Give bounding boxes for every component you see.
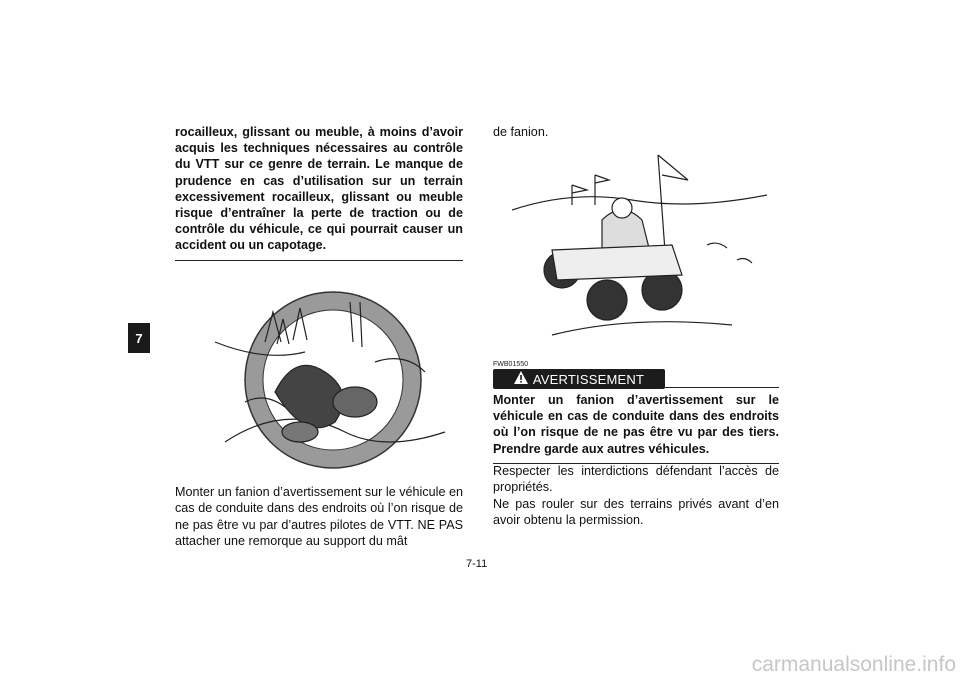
page-number: 7-11 (466, 558, 488, 570)
warning-badge (493, 369, 665, 389)
warning-end-rule (175, 260, 463, 261)
warning-text: Monter un fanion d’avertissement sur le véhicule en cas de conduite dans des endroits où l’on risque de ne pas être vu par des tiers. Prendre garde aux autres véhicules. (493, 393, 779, 456)
warning-header (493, 369, 779, 391)
atv-with-flag-illustration (512, 150, 767, 350)
warning-triangle-icon (514, 371, 528, 387)
continuation-text: de fanion. (493, 125, 549, 139)
warning-code: FWB01550 (493, 361, 529, 368)
left-body (175, 484, 463, 550)
warning-block (493, 392, 779, 464)
warning-header-rule (665, 387, 779, 388)
warning-continuation-text: rocailleux, glissant ou meuble, à moins d’avoir acquis les techniques nécessaires au contrôle du VTT sur ce genre de terrain. Le manque de prudence en cas d’utilisation sur un terrain excessivement rocailleux, glissant ou meuble risque d’entraîner la perte de traction ou de contrôle du véhicule, ce qui pourrait causer un accident ou un capotage. (175, 125, 463, 253)
chapter-tab (128, 323, 150, 353)
warning-label: AVERTISSEMENT (532, 371, 645, 387)
chapter-tab-number: 7 (135, 330, 143, 346)
right-column (493, 124, 779, 140)
left-column (175, 124, 463, 261)
private-land-text: Ne pas rouler sur des terrains privés avant d’en avoir obtenu la permission. (493, 496, 779, 528)
flag-instruction-text: Monter un fanion d’avertissement sur le véhicule en cas de conduite dans des endroits où l’on risque de ne pas être vu par d’autres pilotes de VTT. NE PAS attacher une remorque au support du mât (175, 485, 463, 549)
right-body (493, 463, 779, 529)
watermark: carmanualsonline.info (751, 653, 956, 676)
property-text: Respecter les interdictions défendant l’accès de propriétés. (493, 464, 779, 495)
rocky-terrain-illustration (205, 282, 455, 472)
